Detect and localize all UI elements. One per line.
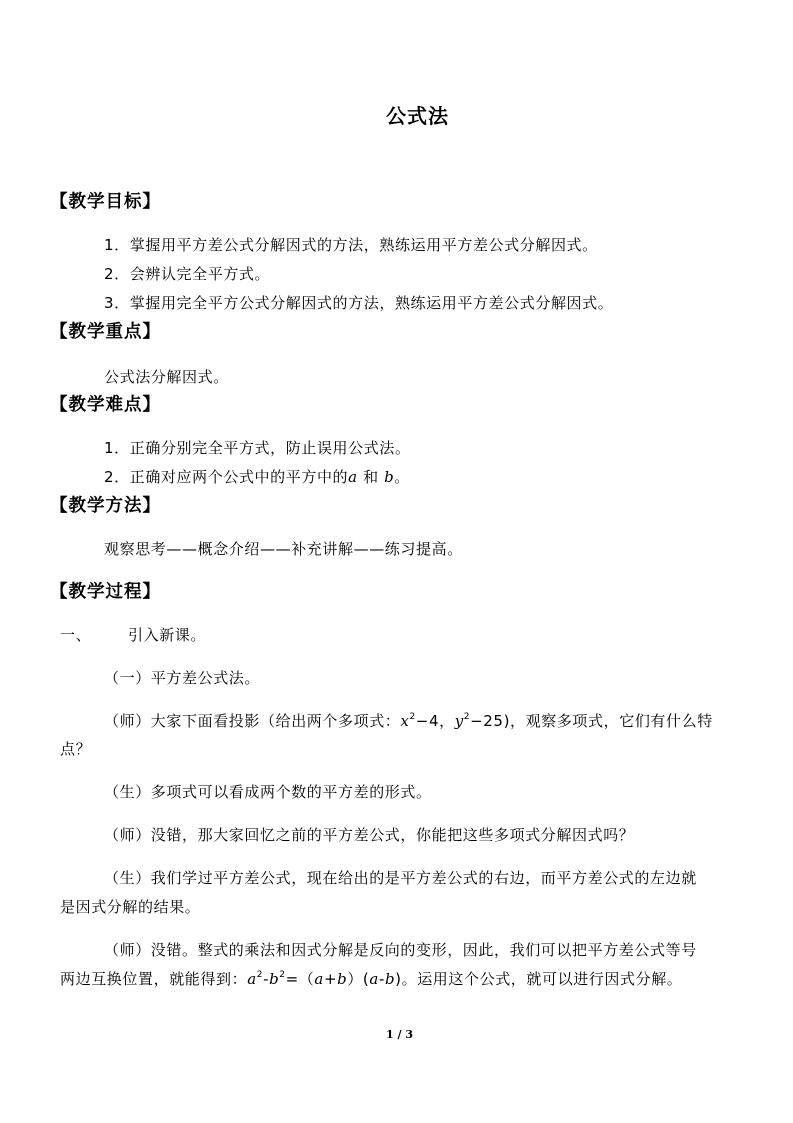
process-heading: 【教学过程】 — [50, 582, 161, 602]
difficulty-item-2: 2．正确对应两个公式中的平方中的a 和 b。 — [104, 468, 410, 486]
variable-a: a — [348, 468, 358, 486]
paragraph-student-1: （生）多项式可以看成两个数的平方差的形式。 — [104, 783, 432, 801]
formula-difference-of-squares: $a^2-b^2=(a+b)(a-b)$ — [247, 970, 402, 988]
objectives-heading: 【教学目标】 — [50, 192, 161, 212]
page-title: 公式法 — [386, 104, 449, 128]
step-number: 一、 — [60, 626, 92, 644]
objective-item-1: 1．掌握用平方差公式分解因式的方法，熟练运用平方差公式分解因式。 — [104, 236, 598, 254]
paragraph-teacher-1: （师）大家下面看投影（给出两个多项式：$x^2-4$，$y^2-25$)，观察多项式，它们有什么特 — [104, 712, 713, 730]
page-number: 1 / 3 — [386, 1028, 413, 1041]
objective-item-3: 3．掌握用完全平方公式分解因式的方法，熟练运用平方差公式分解因式。 — [104, 294, 614, 312]
step-title: 引入新课。 — [128, 626, 207, 644]
variable-b: b — [384, 468, 395, 486]
objective-item-2: 2．会辨认完全平方式。 — [104, 265, 271, 283]
paragraph-teacher-1-line2: 点？ — [60, 740, 92, 758]
key-points-heading: 【教学重点】 — [50, 322, 161, 342]
paragraph-student-2-line2: 是因式分解的结果。 — [60, 898, 201, 916]
key-points-text: 公式法分解因式。 — [104, 368, 229, 386]
difficulties-heading: 【教学难点】 — [50, 395, 161, 415]
paragraph-teacher-3: （师）没错。整式的乘法和因式分解是反向的变形，因此，我们可以把平方差公式等号 — [104, 941, 697, 959]
paragraph-student-2: （生）我们学过平方差公式，现在给出的是平方差公式的右边，而平方差公式的左边就 — [104, 869, 697, 887]
subsection-title: （一）平方差公式法。 — [104, 669, 261, 687]
paragraph-teacher-2: （师）没错，那大家回忆之前的平方差公式，你能把这些多项式分解因式吗？ — [104, 826, 635, 844]
paragraph-teacher-3-line2: 两边互换位置，就能得到：$a^2-b^2=(a+b)(a-b)$。运用这个公式，就可以进行因式分解。 — [60, 970, 683, 988]
difficulty-item-1: 1．正确分别完全平方式，防止误用公式法。 — [104, 439, 411, 457]
methods-heading: 【教学方法】 — [50, 496, 161, 516]
methods-text: 观察思考——概念介绍——补充讲解——练习提高。 — [104, 540, 463, 558]
